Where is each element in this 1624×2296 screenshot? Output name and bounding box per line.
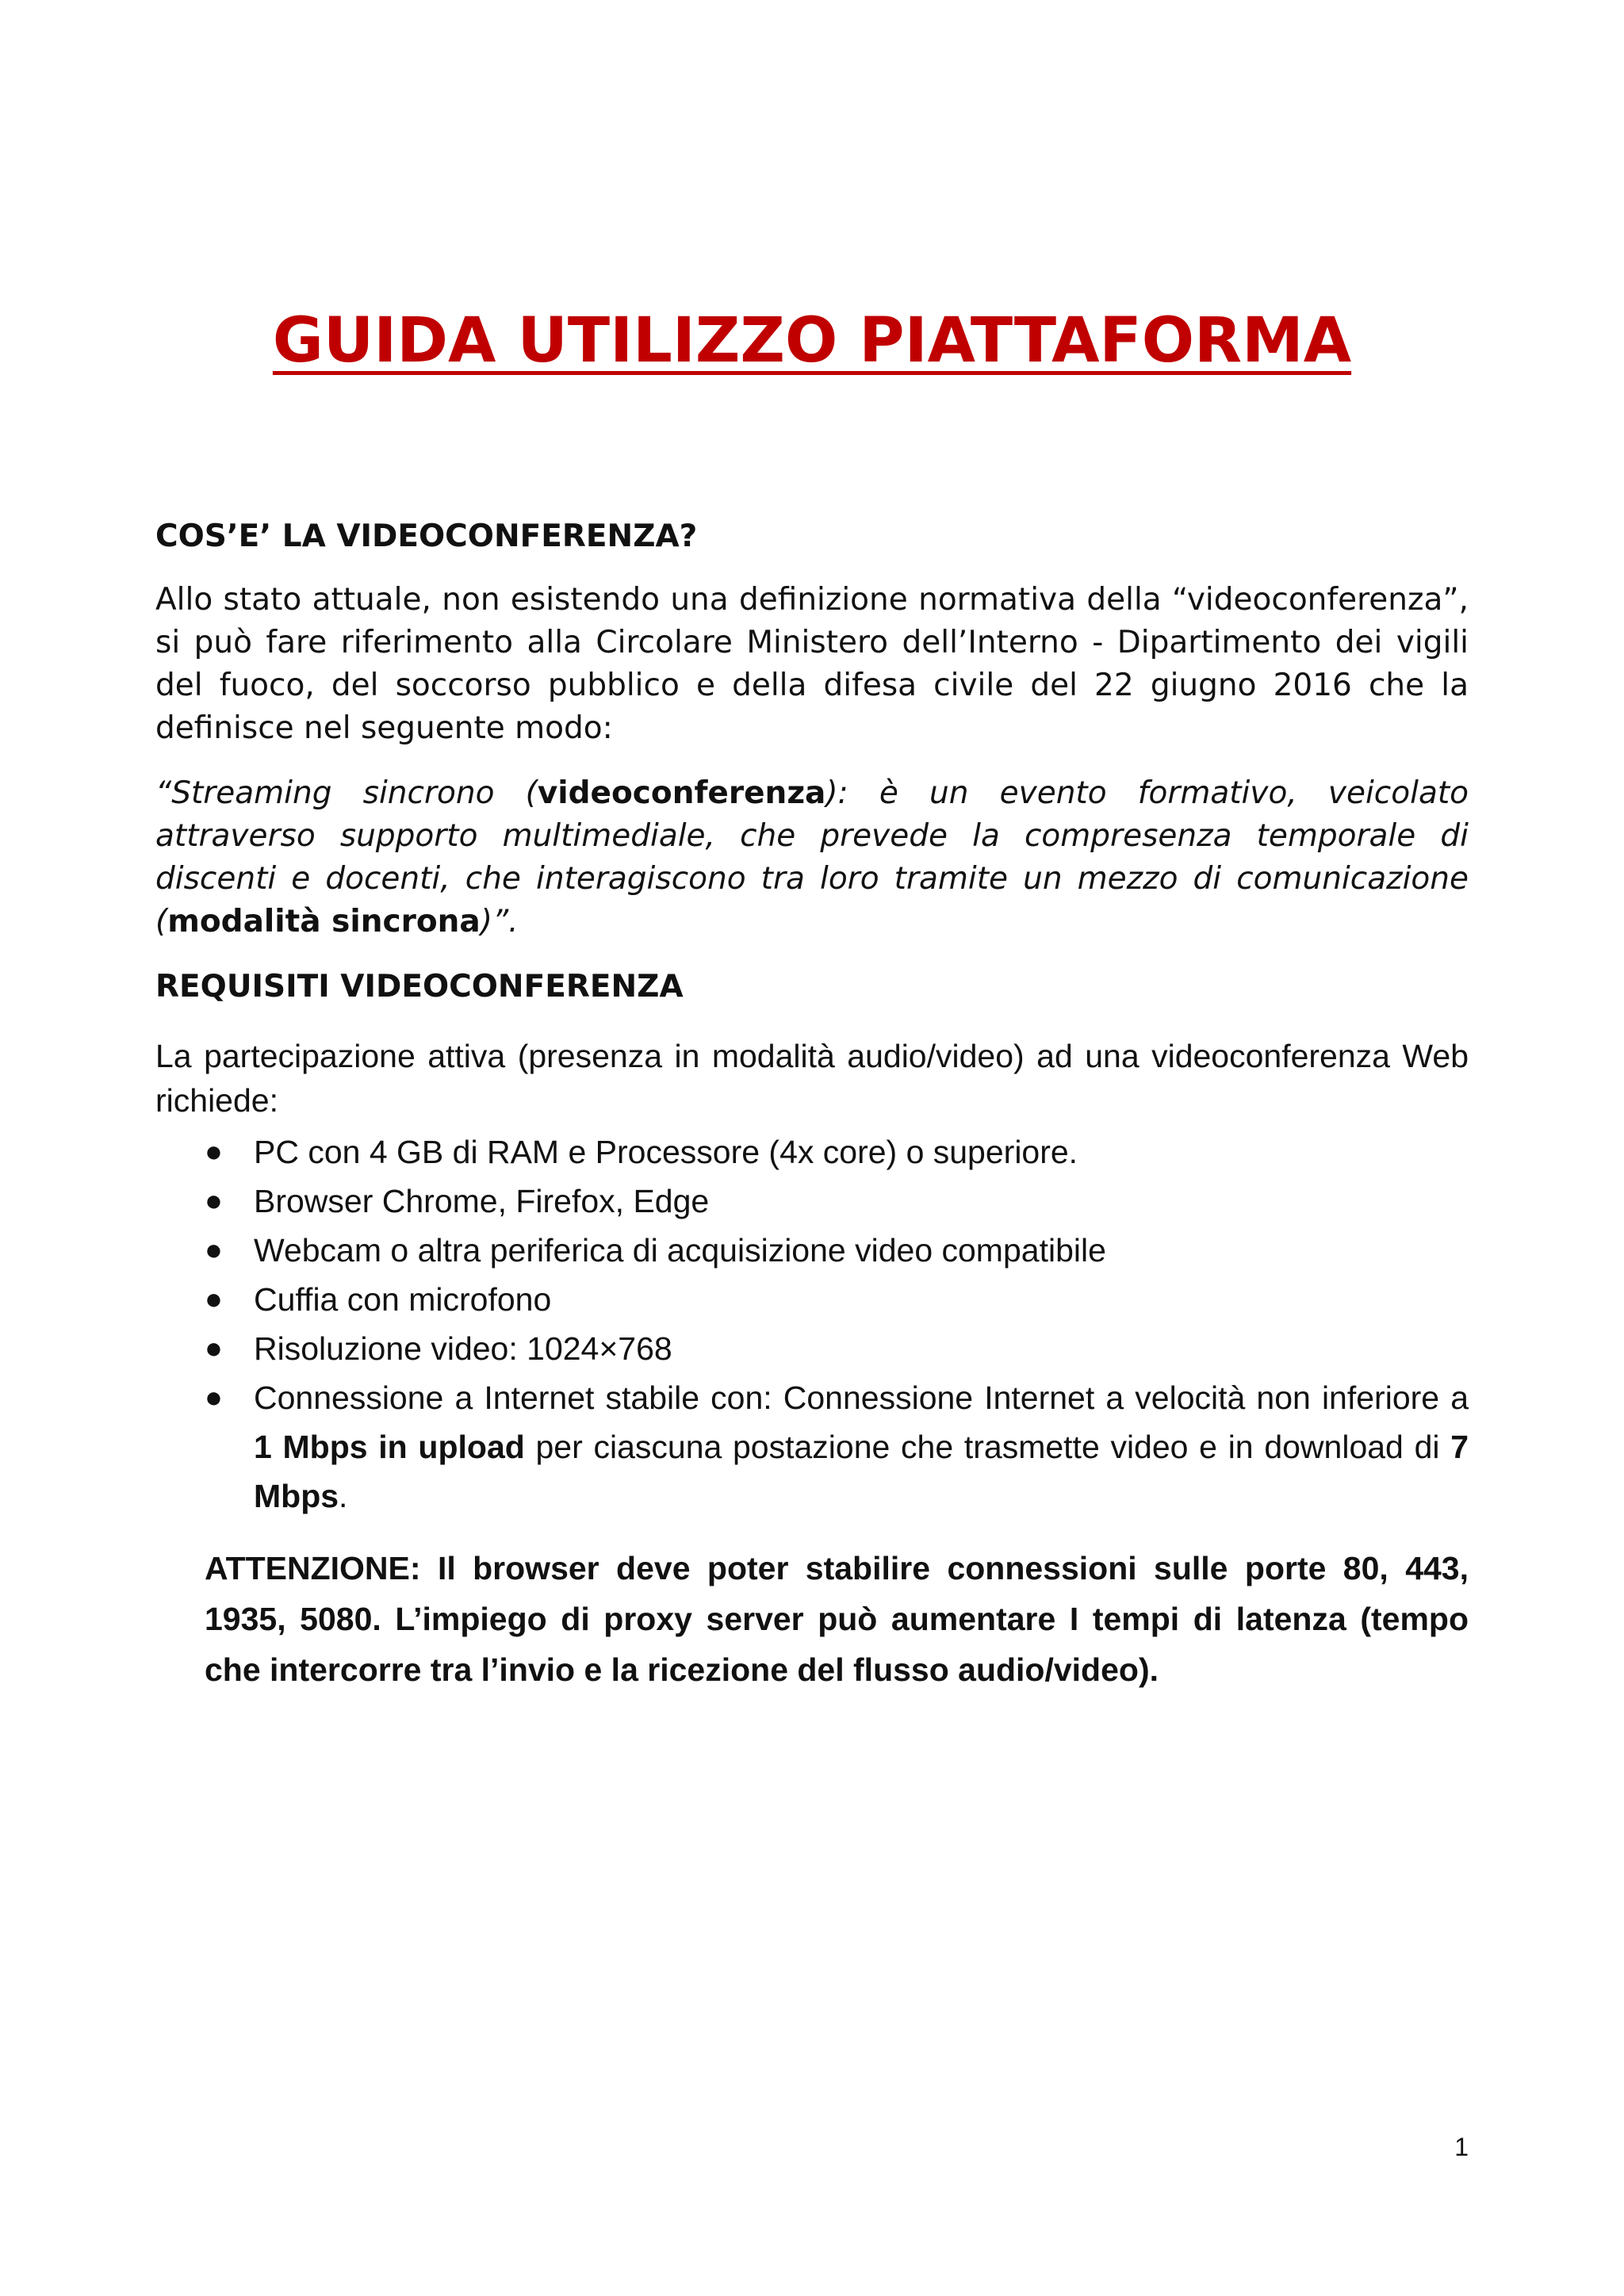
connection-bold-1: 1 Mbps in upload: [254, 1429, 525, 1465]
list-item: [155, 1226, 1469, 1275]
list-item: [155, 1177, 1469, 1226]
section-heading-videoconference: COS’E’ LA VIDEOCONFERENZA?: [155, 519, 698, 554]
page-title: GUIDA UTILIZZO PIATTAFORMA: [272, 305, 1352, 377]
definition-quote: [155, 772, 1469, 943]
intro-paragraph: Allo stato attuale, non esistendo una definizione normativa della “videoconferenza”, si può fare riferimento alla Circolare Ministero dell’Interno - Dipartimento dei vigili del fuoco, del soccorso pubblico e della difesa civile del 22 giugno 2016 che la definisce nel seguente modo:: [155, 582, 1469, 746]
bullet-icon: ●: [205, 1332, 223, 1365]
attention-note: ATTENZIONE: Il browser deve poter stabilire connessioni sulle porte 80, 443, 1935, 5080. L’impiego di proxy server può aumentare I tempi di latenza (tempo che intercorre tra l’invio e la ricezione del flusso audio/video).: [205, 1550, 1469, 1688]
bullet-icon: ●: [205, 1381, 223, 1414]
list-item-text: Webcam o altra periferica di acquisizione video compatibile: [254, 1232, 1106, 1269]
connection-bold-2: 7 Mbps: [254, 1429, 1469, 1514]
quote-part-2: ): è un evento formativo, veicolato attraverso supporto multimediale, che prevede la compresenza temporale di discenti e docenti, che interagiscono tra loro tramite un mezzo di comunicazione (: [155, 775, 1469, 939]
requirements-intro: La partecipazione attiva (presenza in modalità audio/video) ad una videoconferenza Web richiede:: [155, 1038, 1469, 1119]
list-item-connection: [155, 1373, 1469, 1521]
list-item-text: Risoluzione video: 1024×768: [254, 1330, 672, 1367]
section-heading-requirements: REQUISITI VIDEOCONFERENZA: [155, 969, 684, 1004]
page-number: 1: [1454, 2133, 1469, 2161]
list-item: [155, 1324, 1469, 1373]
list-item-text: PC con 4 GB di RAM e Processore (4x core) o superiore.: [254, 1134, 1078, 1170]
connection-part-2: per ciascuna postazione che trasmette video e in download di: [524, 1429, 1451, 1465]
quote-part-1: “Streaming sincrono (: [155, 775, 538, 811]
requirements-list: [155, 1127, 1469, 1521]
quote-part-3: )”.: [480, 904, 519, 939]
connection-part-3: .: [339, 1478, 348, 1514]
quote-bold-2: modalità sincrona: [167, 904, 481, 939]
quote-bold-1: videoconferenza: [537, 775, 826, 811]
list-item-text: Browser Chrome, Firefox, Edge: [254, 1183, 710, 1219]
bullet-icon: ●: [205, 1234, 223, 1267]
list-item-text: Cuffia con microfono: [254, 1281, 552, 1318]
bullet-icon: ●: [205, 1283, 223, 1316]
bullet-icon: ●: [205, 1184, 223, 1218]
connection-part-1: Connessione a Internet stabile con: Connessione Internet a velocità non inferiore a: [254, 1380, 1469, 1416]
list-item: [155, 1127, 1469, 1177]
list-item: [155, 1275, 1469, 1324]
bullet-icon: ●: [205, 1135, 223, 1169]
